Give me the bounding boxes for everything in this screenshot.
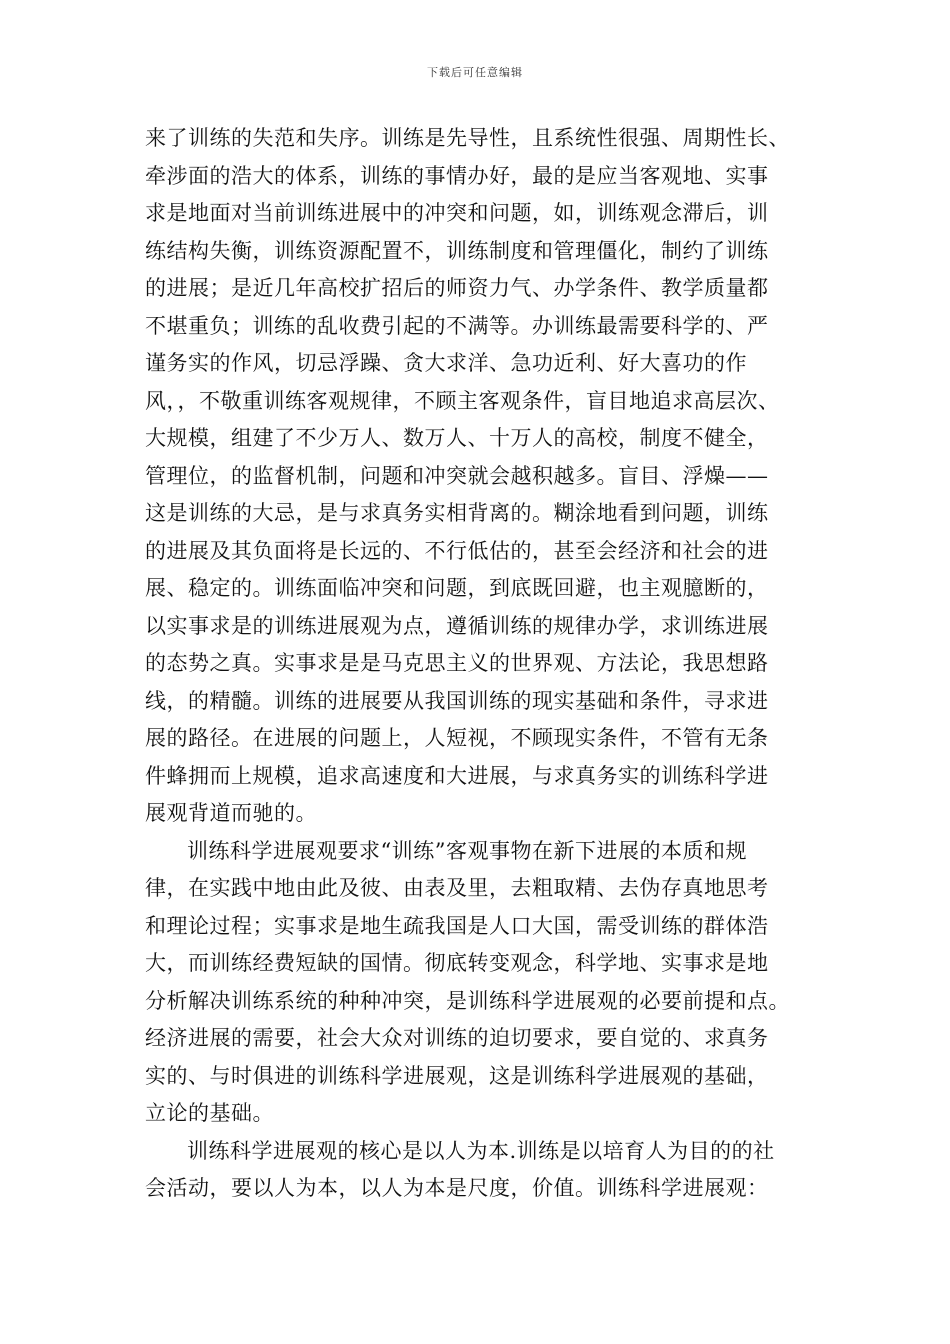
text-line: 展的路径。在进展的问题上，人短视，不顾现实条件，不管有无条 xyxy=(145,726,769,750)
text-line: 来了训练的失范和失序。训练是先导性，且系统性很强、周期性长、 xyxy=(145,126,790,150)
text-line: 管理位，的监督机制，问题和冲突就会越积越多。盲目、浮燥—— xyxy=(145,463,769,488)
text-line: 训练科学进展观要求“训练”客观事物在新下进展的本质和规 xyxy=(187,838,747,863)
text-line: 立论的基础。 xyxy=(145,1101,274,1125)
text-line: 分析解决训练系统的种种冲突，是训练科学进展观的必要前提和点。 xyxy=(145,988,790,1013)
text-line: 不堪重负；训练的乱收费引起的不满等。办训练最需要科学的、严 xyxy=(145,313,769,338)
text-line: 会活动，要以人为本，以人为本是尺度，价值。训练科学进展观： xyxy=(145,1176,769,1200)
text-line: 牵涉面的浩大的体系，训练的事情办好，最的是应当客观地、实事 xyxy=(145,163,769,188)
text-line: 的进展及其负面将是长远的、不行低估的，甚至会经济和社会的进 xyxy=(145,538,769,563)
text-line: 这是训练的大忌，是与求真务实相背离的。糊涂地看到问题，训练 xyxy=(145,501,769,525)
text-line: 大规模，组建了不少万人、数万人、十万人的高校，制度不健全， xyxy=(145,426,769,450)
paragraph-1 xyxy=(145,120,810,833)
paragraph-3 xyxy=(145,1133,810,1208)
page-header: 下载后可任意编辑 xyxy=(427,66,523,79)
text-line: 律，在实践中地由此及彼、由表及里，去粗取精、去伪存真地思考 xyxy=(145,876,769,900)
text-line: 谨务实的作风，切忌浮躁、贪大求洋、急功近利、好大喜功的作 xyxy=(145,351,747,375)
text-line: 的进展；是近几年高校扩招后的师资力气、办学条件、教学质量都 xyxy=(145,276,769,300)
text-line: 展、稳定的。训练面临冲突和问题，到底既回避，也主观臆断的， xyxy=(145,576,769,600)
paragraph-2 xyxy=(145,833,810,1133)
text-line: 以实事求是的训练进展观为点，遵循训练的规律办学，求训练进展 xyxy=(145,613,769,638)
text-line: 风，，不敬重训练客观规律，不顾主客观条件，盲目地追求高层次、 xyxy=(145,388,780,413)
text-line: 求是地面对当前训练进展中的冲突和问题，如，训练观念滞后，训 xyxy=(145,201,769,225)
text-line: 大，而训练经费短缺的国情。彻底转变观念，科学地、实事求是地 xyxy=(145,951,769,975)
text-line: 练结构失衡，训练资源配置不，训练制度和管理僵化，制约了训练 xyxy=(145,238,769,263)
text-line: 件蜂拥而上规模，追求高速度和大进展，与求真务实的训练科学进 xyxy=(145,763,769,788)
text-line: 的态势之真。实事求是是马克思主义的世界观、方法论，我思想路 xyxy=(145,651,769,675)
text-line: 实的、与时俱进的训练科学进展观，这是训练科学进展观的基础， xyxy=(145,1063,769,1088)
text-line: 训练科学进展观的核心是以人为本.训练是以培育人为目的的社 xyxy=(187,1138,775,1163)
text-line: 经济进展的需要，社会大众对训练的迫切要求，要自觉的、求真务 xyxy=(145,1026,769,1050)
text-line: 线，的精髓。训练的进展要从我国训练的现实基础和条件，寻求进 xyxy=(145,688,769,713)
document-body xyxy=(145,120,810,1208)
text-line: 和理论过程；实事求是地生疏我国是人口大国，需受训练的群体浩 xyxy=(145,913,769,938)
text-line: 展观背道而驰的。 xyxy=(145,801,317,825)
